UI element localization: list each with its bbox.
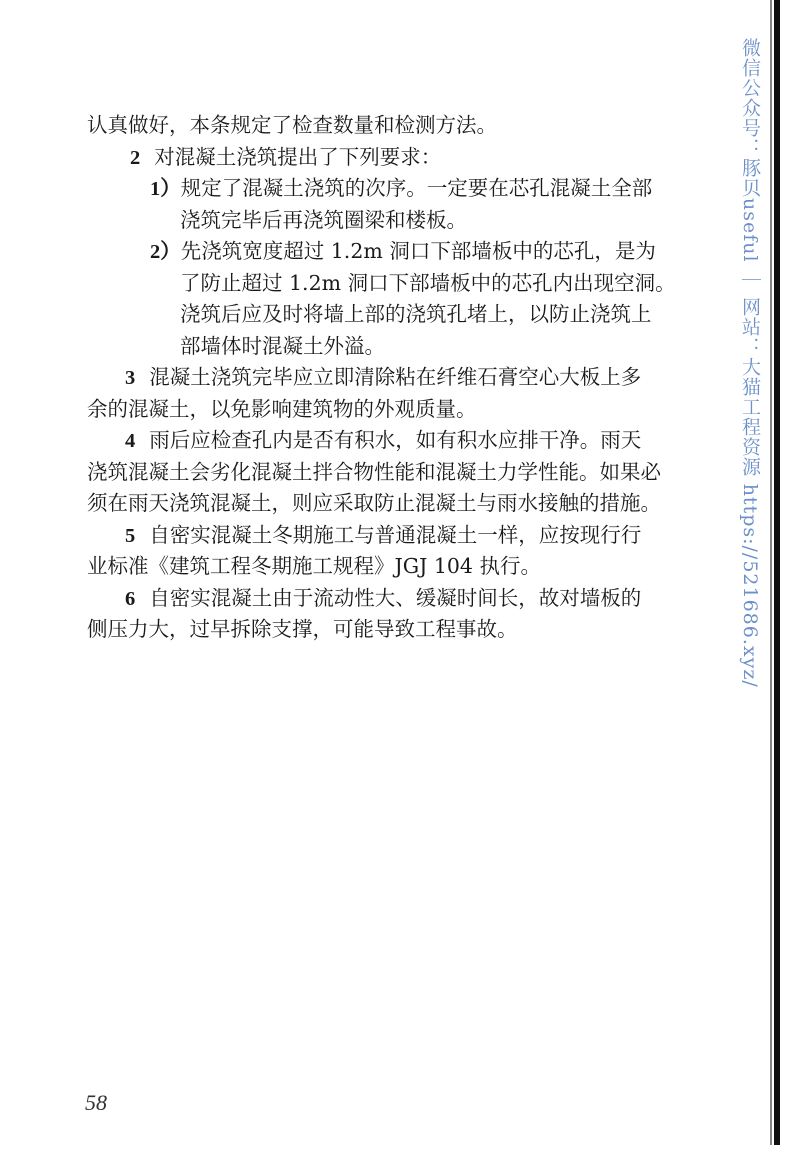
text-line	[87, 268, 707, 300]
body-text	[87, 110, 707, 646]
text-line	[87, 488, 707, 520]
item-2	[87, 142, 707, 174]
item-3	[87, 362, 707, 394]
line-text: 自密实混凝土冬期施工与普通混凝土一样，应按现行行	[149, 522, 642, 547]
item-4	[87, 425, 707, 457]
subitem-1	[87, 173, 707, 205]
text-line	[87, 331, 707, 363]
text-line	[87, 205, 707, 237]
subitem-number: 1）	[150, 178, 181, 200]
line-text: 余的混凝土，以免影响建筑物的外观质量。	[87, 396, 477, 421]
line-text: 对混凝土浇筑提出了下列要求：	[154, 144, 442, 169]
line-text: 规定了混凝土浇筑的次序。一定要在芯孔混凝土全部	[180, 176, 653, 200]
item-number: 2	[130, 146, 141, 169]
item-5	[87, 520, 707, 552]
line-text: 认真做好，本条规定了检查数量和检测方法。	[87, 113, 497, 137]
item-number: 3	[125, 367, 136, 389]
text-line	[87, 394, 707, 426]
scan-edge-shadow	[770, 0, 772, 1145]
subitem-number: 2）	[150, 241, 181, 263]
line-text: 先浇筑宽度超过 1.2m 洞口下部墙板中的芯孔，是为	[180, 239, 656, 263]
page-number: 58	[85, 1090, 107, 1115]
line-text: 浇筑后应及时将墙上部的浇筑孔堵上，以防止浇筑上	[180, 302, 652, 326]
line-text: 自密实混凝土由于流动性大、缓凝时间长，故对墙板的	[149, 585, 642, 610]
text-line	[87, 551, 707, 583]
line-text: 了防止超过 1.2m 洞口下部墙板中的芯孔内出现空洞。	[180, 270, 676, 295]
text-line	[87, 110, 707, 142]
line-text: 业标准《建筑工程冬期施工规程》JGJ 104 执行。	[87, 554, 541, 578]
item-6	[87, 583, 707, 615]
item-number: 5	[125, 524, 136, 547]
scan-edge	[774, 0, 780, 1145]
line-text: 浇筑完毕后再浇筑圈梁和楼板。	[180, 207, 467, 232]
item-number: 6	[125, 587, 136, 610]
text-line	[87, 457, 707, 489]
watermark: 微信公众号：豚贝useful ｜ 网站：大猫工程资源 https://521686.xyz/	[739, 38, 761, 688]
line-text: 混凝土浇筑完毕应立即清除粘在纤维石膏空心大板上多	[149, 365, 642, 389]
text-line	[87, 299, 707, 331]
item-number: 4	[125, 430, 136, 452]
line-text: 部墙体时混凝土外溢。	[180, 333, 385, 358]
text-line	[87, 614, 707, 646]
line-text: 须在雨天浇筑混凝土，则应采取防止混凝土与雨水接触的措施。	[87, 491, 661, 515]
subitem-2	[87, 236, 707, 268]
line-text: 浇筑混凝土会劣化混凝土拌合物性能和混凝土力学性能。如果必	[87, 459, 661, 484]
line-text: 侧压力大，过早拆除支撑，可能导致工程事故。	[87, 617, 518, 641]
line-text: 雨后应检查孔内是否有积水，如有积水应排干净。雨天	[149, 428, 642, 452]
